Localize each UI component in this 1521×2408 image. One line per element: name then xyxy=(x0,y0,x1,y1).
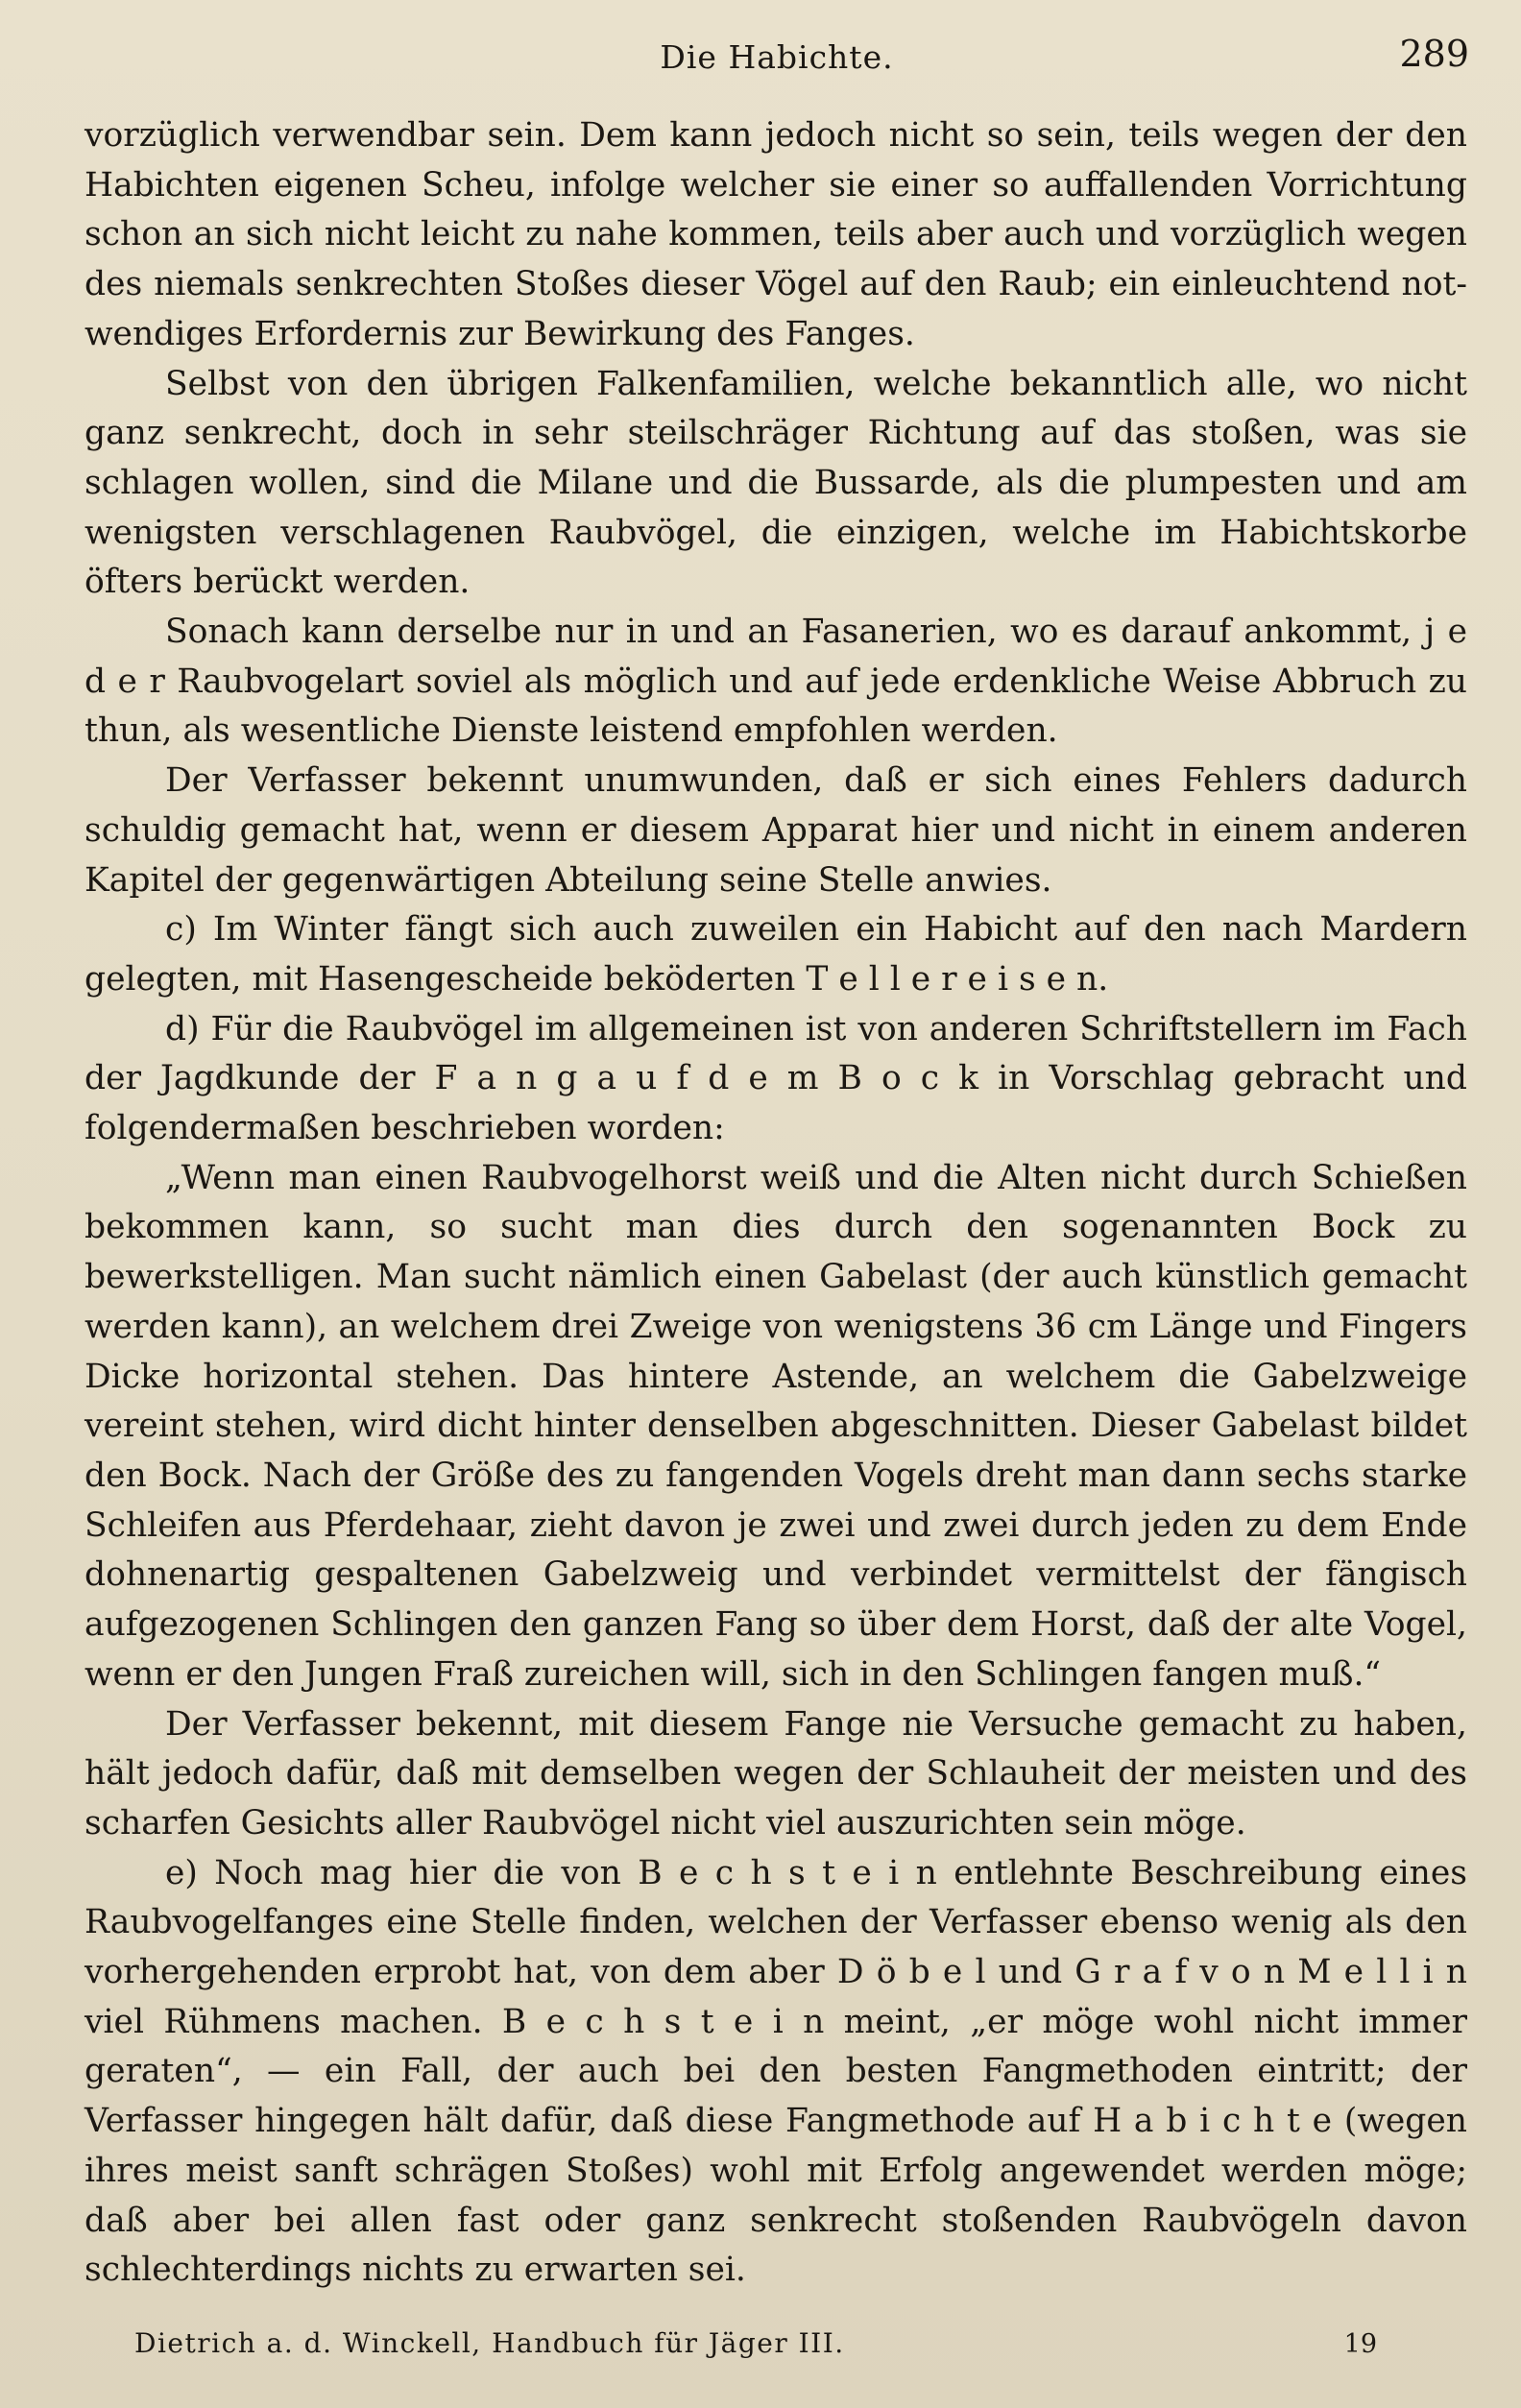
paragraph-item-e: e) Noch mag hier die von B e c h s t e i n entlehnte Beschreibung eines Raubvogelfanges eine Stelle finden, welchen der Verfasser ebenso wenig als den vorhergehenden erprobt hat, von dem aber D ö b e l und G r a f v o n M e l l i n viel Rühmens machen. B e c h s t e i n meint, „er möge wohl nicht immer geraten“, — ein Fall, der auch bei den besten Fangmethoden eintritt; der Verfasser hingegen hält dafür, daß diese Fangmethode auf H a b i c h t e (wegen ihres meist sanft schrägen Stoßes) wohl mit Erfolg angewendet werden möge; daß aber bei allen fast oder ganz senkrecht stoßenden Raubvögeln davon schlechterdings nichts zu erwarten sei. xyxy=(84,1853,1467,2290)
paragraph-versuche: Der Verfasser bekennt, mit diesem Fange nie Versuche gemacht zu haben, hält jedoch dafür, daß mit demselben wegen der Schlauheit der meisten und des scharfen Gesichts aller Raubvögel nicht viel auszurichten sein möge. xyxy=(84,1704,1467,1842)
paragraph-quotation: „Wenn man einen Raubvogelhorst weiß und die Alten nicht durch Schießen bekommen kann, so sucht man dies durch den sogenannten Bock zu bewerkstelligen. Man sucht nämlich einen Gabelast (der auch künstlich gemacht werden kann), an welchem drei Zweige von wenigstens 36 cm Länge und Fingers Dicke horizontal stehen. Das hintere Astende, an welchem die Gabelzweige vereint stehen, wird dicht hinter denselben abgeschnitten. Dieser Gabelast bildet den Bock. Nach der Größe des zu fangenden Vogels dreht man dann sechs starke Schleifen aus Pferdehaar, zieht davon je zwei und zwei durch jeden zu dem Ende dohnenartig gespaltenen Gabelzweig und verbindet vermittelst der fängisch aufgezogenen Schlingen den ganzen Fang so über dem Horst, daß der alte Vogel, wenn er den Jungen Fraß zureichen will, sich in den Schlingen fangen muß.“ xyxy=(84,1158,1467,1694)
running-title: Die Habichte. xyxy=(660,38,894,76)
paragraph-fasanerien: Sonach kann derselbe nur in und an Fasanerien, wo es darauf ankommt, j e d e r Raubvogelart soviel als möglich und auf jede erdenkliche Weise Abbruch zu thun, als wesentliche Dienste leistend empfohlen werden. xyxy=(84,613,1467,751)
running-head xyxy=(84,25,1469,92)
page-footer xyxy=(134,2327,1377,2373)
page-number: 289 xyxy=(1399,33,1469,75)
signature-line: Dietrich a. d. Winckell, Handbuch für Jäger III. xyxy=(134,2327,845,2359)
paragraph-verfasser-bekennt: Der Verfasser bekennt unumwunden, daß er sich eines Fehlers dadurch schuldig gemacht hat, wenn er diesem Apparat hier und nicht in einem anderen Kapitel der gegenwärtigen Abteilung seine Stelle anwies. xyxy=(84,761,1467,900)
paragraph-item-c: c) Im Winter fängt sich auch zuweilen ein Habicht auf den nach Mardern gelegten, mit Hasengescheide beköderten T e l l e r e i s e n. xyxy=(84,910,1467,999)
body-text xyxy=(84,111,1467,2296)
paragraph-continuation: vorzüglich verwendbar sein. Dem kann jedoch nicht so sein, teils wegen der den Habichten eigenen Scheu, infolge welcher sie einer so auffallenden Vorrichtung schon an sich nicht leicht zu nahe kommen, teils aber auch und vorzüglich wegen des niemals senkrechten Stoßes dieser Vögel auf den Raub; ein einleuchtend notwendiges Erfordernis zur Bewirkung des Fanges. xyxy=(84,116,1467,353)
paragraph-item-d: d) Für die Raubvögel im allgemeinen ist von anderen Schriftstellern im Fach der Jagdkunde der F a n g a u f d e m B o c k in Vorschlag gebracht und folgendermaßen beschrieben worden: xyxy=(84,1009,1467,1148)
paragraph-falkenfamilien: Selbst von den übrigen Falkenfamilien, welche bekanntlich alle, wo nicht ganz senkrecht, doch in sehr steilschräger Richtung auf das stoßen, was sie schlagen wollen, sind die Milane und die Bussarde, als die plumpesten und am wenigsten verschlagenen Raubvögel, die einzigen, welche im Habichtskorbe öfters berückt werden. xyxy=(84,364,1467,602)
sheet-number: 19 xyxy=(1343,2329,1377,2359)
